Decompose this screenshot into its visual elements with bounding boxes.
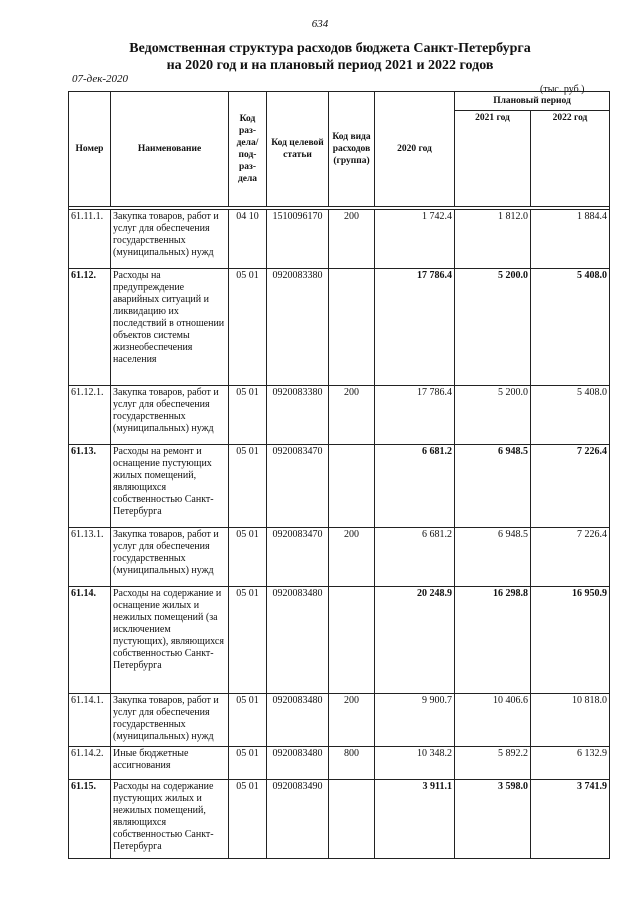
row-expense-type: 200 — [329, 210, 375, 269]
row-target-code: 0920083490 — [267, 780, 329, 859]
row-value-2021: 5 892.2 — [455, 747, 531, 780]
row-value-2020: 6 681.2 — [375, 445, 455, 528]
table-row — [69, 528, 610, 587]
row-number: 61.13. — [69, 445, 111, 528]
header-row — [69, 92, 610, 111]
row-value-2022: 5 408.0 — [531, 386, 610, 445]
row-target-code: 0920083380 — [267, 269, 329, 386]
header-section: Код раз-дела/ под-раз-дела — [229, 92, 267, 207]
header-expense-type: Код вида расходов (группа) — [329, 92, 375, 207]
row-expense-type: 800 — [329, 747, 375, 780]
row-number: 61.14.2. — [69, 747, 111, 780]
row-name: Закупка товаров, работ и услуг для обеспечения государственных (муниципальных) нужд — [111, 528, 229, 587]
row-value-2021: 1 812.0 — [455, 210, 531, 269]
row-value-2020: 6 681.2 — [375, 528, 455, 587]
row-section-code: 05 01 — [229, 445, 267, 528]
table-row — [69, 445, 610, 528]
row-name: Закупка товаров, работ и услуг для обеспечения государственных (муниципальных) нужд — [111, 386, 229, 445]
header-name: Наименование — [111, 92, 229, 207]
row-name: Расходы на содержание и оснащение жилых и нежилых помещений (за исключением пустующих), являющихся собственностью Санкт-Петербурга — [111, 587, 229, 694]
header-2022: 2022 год — [531, 111, 610, 207]
row-value-2021: 5 200.0 — [455, 269, 531, 386]
title-line-1: Ведомственная структура расходов бюджета Санкт-Петербурга — [129, 41, 531, 56]
row-value-2020: 20 248.9 — [375, 587, 455, 694]
row-value-2022: 3 741.9 — [531, 780, 610, 859]
row-target-code: 0920083480 — [267, 694, 329, 747]
row-section-code: 05 01 — [229, 528, 267, 587]
header-2021: 2021 год — [455, 111, 531, 207]
row-expense-type — [329, 587, 375, 694]
header-planned: Плановый период — [455, 92, 610, 111]
row-number: 61.11.1. — [69, 210, 111, 269]
row-target-code: 0920083380 — [267, 386, 329, 445]
row-value-2022: 1 884.4 — [531, 210, 610, 269]
table-row — [69, 210, 610, 269]
row-target-code: 0920083480 — [267, 587, 329, 694]
row-value-2021: 10 406.6 — [455, 694, 531, 747]
page-number: 634 — [311, 18, 329, 30]
row-value-2020: 3 911.1 — [375, 780, 455, 859]
row-value-2020: 17 786.4 — [375, 386, 455, 445]
row-target-code: 0920083470 — [267, 445, 329, 528]
row-name: Иные бюджетные ассигнования — [111, 747, 229, 780]
row-value-2021: 6 948.5 — [455, 445, 531, 528]
row-name: Расходы на ремонт и оснащение пустующих жилых помещений, являющихся собственностью Санкт-Петербурга — [111, 445, 229, 528]
row-name: Расходы на содержание пустующих жилых и нежилых помещений, являющихся собственностью Санкт-Петербурга — [111, 780, 229, 859]
row-expense-type — [329, 269, 375, 386]
row-section-code: 05 01 — [229, 747, 267, 780]
row-target-code: 0920083480 — [267, 747, 329, 780]
row-expense-type: 200 — [329, 386, 375, 445]
row-expense-type — [329, 445, 375, 528]
table-row — [69, 780, 610, 859]
row-value-2020: 9 900.7 — [375, 694, 455, 747]
document-date: 07-дек-2020 — [72, 73, 129, 85]
row-value-2022: 10 818.0 — [531, 694, 610, 747]
table-row — [69, 386, 610, 445]
row-value-2021: 3 598.0 — [455, 780, 531, 859]
row-name: Закупка товаров, работ и услуг для обеспечения государственных (муниципальных) нужд — [111, 210, 229, 269]
row-value-2020: 10 348.2 — [375, 747, 455, 780]
title-line-2: на 2020 год и на плановый период 2021 и 2022 годов — [166, 58, 494, 73]
row-value-2021: 6 948.5 — [455, 528, 531, 587]
row-number: 61.12.1. — [69, 386, 111, 445]
header-2020: 2020 год — [375, 92, 455, 207]
row-value-2021: 5 200.0 — [455, 386, 531, 445]
row-number: 61.15. — [69, 780, 111, 859]
row-name: Расходы на предупреждение аварийных ситуаций и ликвидацию их последствий в отношении объектов системы жизнеобеспечения населения — [111, 269, 229, 386]
row-value-2020: 1 742.4 — [375, 210, 455, 269]
row-expense-type — [329, 780, 375, 859]
row-value-2020: 17 786.4 — [375, 269, 455, 386]
row-value-2022: 5 408.0 — [531, 269, 610, 386]
budget-body — [69, 207, 610, 859]
row-value-2021: 16 298.8 — [455, 587, 531, 694]
row-section-code: 04 10 — [229, 210, 267, 269]
row-target-code: 0920083470 — [267, 528, 329, 587]
row-section-code: 05 01 — [229, 780, 267, 859]
table-row — [69, 269, 610, 386]
header-target: Код целевой статьи — [267, 92, 329, 207]
row-expense-type: 200 — [329, 528, 375, 587]
row-value-2022: 6 132.9 — [531, 747, 610, 780]
row-number: 61.12. — [69, 269, 111, 386]
units-label: (тыс. руб.) — [540, 84, 585, 95]
row-target-code: 1510096170 — [267, 210, 329, 269]
row-section-code: 05 01 — [229, 587, 267, 694]
row-value-2022: 16 950.9 — [531, 587, 610, 694]
row-number: 61.14. — [69, 587, 111, 694]
row-number: 61.14.1. — [69, 694, 111, 747]
row-number: 61.13.1. — [69, 528, 111, 587]
table-row — [69, 694, 610, 747]
row-section-code: 05 01 — [229, 269, 267, 386]
table-row — [69, 587, 610, 694]
page-title — [120, 40, 540, 74]
budget-table — [68, 91, 610, 859]
row-expense-type: 200 — [329, 694, 375, 747]
row-section-code: 05 01 — [229, 694, 267, 747]
table-row — [69, 747, 610, 780]
row-value-2022: 7 226.4 — [531, 445, 610, 528]
row-name: Закупка товаров, работ и услуг для обеспечения государственных (муниципальных) нужд — [111, 694, 229, 747]
row-value-2022: 7 226.4 — [531, 528, 610, 587]
header-number: Номер — [69, 92, 111, 207]
row-section-code: 05 01 — [229, 386, 267, 445]
